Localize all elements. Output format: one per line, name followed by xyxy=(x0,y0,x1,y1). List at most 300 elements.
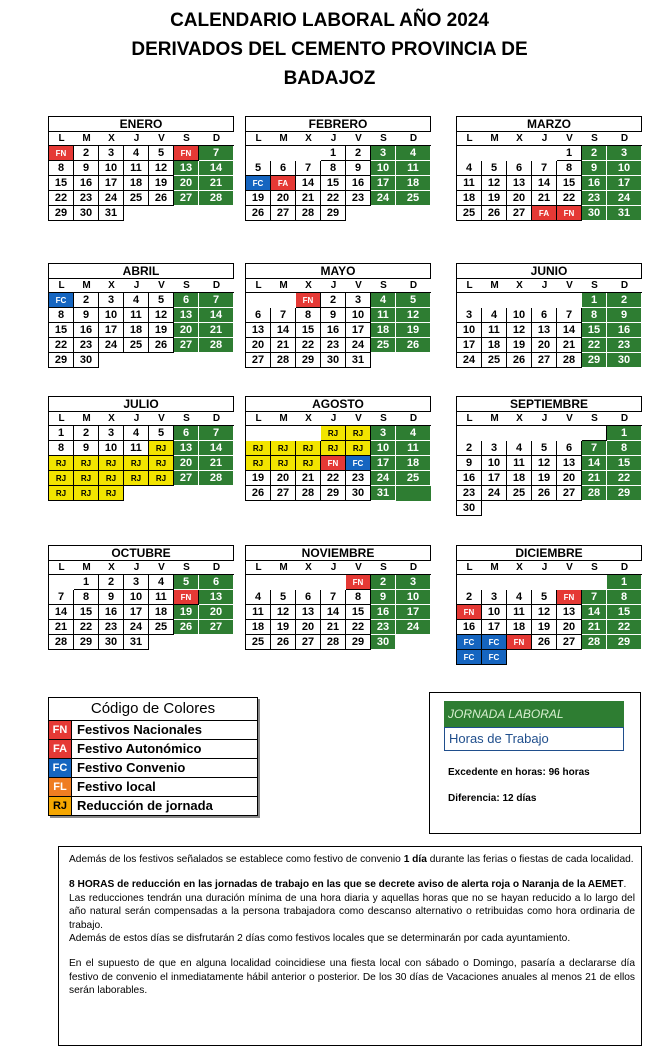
weekday-label: X xyxy=(305,562,312,573)
day-cell: 31 xyxy=(124,635,149,650)
weekday-label: L xyxy=(466,133,473,144)
empty-cell xyxy=(607,650,642,665)
empty-cell xyxy=(124,353,149,368)
day-cell: 17 xyxy=(124,605,149,620)
empty-cell xyxy=(149,206,174,221)
week-row xyxy=(246,323,431,338)
day-cell: 15 xyxy=(582,323,607,338)
day-cell: 21 xyxy=(532,191,557,206)
weekday-label: M xyxy=(82,133,91,144)
day-cell: 26 xyxy=(149,191,174,206)
week-row xyxy=(457,486,642,501)
day-cell: 26 xyxy=(174,620,199,635)
weekday-label: V xyxy=(158,413,165,424)
day-cell: 6 xyxy=(532,308,557,323)
day-cell: 13 xyxy=(174,308,199,323)
week-row xyxy=(457,206,642,221)
day-cell: 20 xyxy=(174,456,199,471)
weekday-label: X xyxy=(108,413,115,424)
day-cell: 15 xyxy=(296,323,321,338)
day-cell: 1 xyxy=(49,426,74,441)
weekday-label: S xyxy=(591,562,598,573)
diferencia-text: Diferencia: 12 días xyxy=(448,793,537,804)
empty-cell xyxy=(607,501,642,516)
day-cell: 5 xyxy=(149,293,174,308)
day-cell: 30 xyxy=(607,353,642,368)
day-cell: 26 xyxy=(482,206,507,221)
empty-cell xyxy=(296,426,321,441)
week-row xyxy=(246,146,431,161)
day-cell: 30 xyxy=(99,635,124,650)
empty-cell xyxy=(49,575,74,590)
day-cell: 18 xyxy=(124,323,149,338)
day-cell: 10 xyxy=(507,308,532,323)
month-name: ABRIL xyxy=(49,264,234,279)
day-cell: 7 xyxy=(532,161,557,176)
day-cell: 1 xyxy=(74,575,99,590)
day-cell: RJ xyxy=(296,456,321,471)
day-cell: 7 xyxy=(582,590,607,605)
month-junio xyxy=(456,263,642,368)
day-cell: 3 xyxy=(99,426,124,441)
weekday-label: X xyxy=(516,562,523,573)
weekday-label: L xyxy=(255,562,262,573)
day-cell: 28 xyxy=(199,471,234,486)
week-row xyxy=(49,471,234,486)
day-cell: 24 xyxy=(371,471,396,486)
day-cell: 22 xyxy=(582,338,607,353)
week-row xyxy=(457,426,642,441)
day-cell: RJ xyxy=(149,441,174,456)
day-cell: RJ xyxy=(49,486,74,501)
day-cell: 9 xyxy=(74,441,99,456)
day-cell: 22 xyxy=(607,620,642,635)
weekday-label: J xyxy=(330,280,337,291)
day-cell: 17 xyxy=(607,176,642,191)
day-cell: 17 xyxy=(482,620,507,635)
day-cell: 22 xyxy=(321,191,346,206)
weekday-label: J xyxy=(541,413,548,424)
day-cell: 6 xyxy=(296,590,321,605)
day-cell: 26 xyxy=(507,353,532,368)
day-cell: 20 xyxy=(271,191,296,206)
empty-cell xyxy=(507,426,532,441)
weekday-label: V xyxy=(566,413,573,424)
day-cell: 1 xyxy=(321,146,346,161)
empty-cell xyxy=(149,353,174,368)
day-cell: 4 xyxy=(507,441,532,456)
empty-cell xyxy=(532,426,557,441)
weekday-label: L xyxy=(58,133,65,144)
weekday-label: X xyxy=(108,133,115,144)
day-cell: 5 xyxy=(149,426,174,441)
day-cell: FC xyxy=(457,650,482,665)
day-cell: 6 xyxy=(557,441,582,456)
empty-cell xyxy=(482,575,507,590)
day-cell: FN xyxy=(174,146,199,161)
day-cell: 30 xyxy=(371,635,396,650)
weekday-label: X xyxy=(305,133,312,144)
day-cell: 27 xyxy=(557,486,582,501)
day-cell: 16 xyxy=(457,471,482,486)
day-cell: RJ xyxy=(99,486,124,501)
day-cell: 10 xyxy=(124,590,149,605)
weekday-label: V xyxy=(355,562,362,573)
day-cell: 18 xyxy=(507,620,532,635)
week-row xyxy=(457,338,642,353)
day-cell: 27 xyxy=(246,353,271,368)
empty-cell xyxy=(199,635,234,650)
day-cell: 19 xyxy=(507,338,532,353)
day-cell: 2 xyxy=(371,575,396,590)
weekday-label: L xyxy=(58,280,65,291)
day-cell: 24 xyxy=(371,191,396,206)
day-cell: 22 xyxy=(296,338,321,353)
month-octubre xyxy=(48,545,234,650)
day-cell: 25 xyxy=(124,338,149,353)
week-row xyxy=(49,426,234,441)
day-cell: 11 xyxy=(124,441,149,456)
week-row xyxy=(457,293,642,308)
day-cell: 14 xyxy=(199,308,234,323)
day-cell: 30 xyxy=(582,206,607,221)
weekday-label: V xyxy=(566,133,573,144)
day-cell: 20 xyxy=(507,191,532,206)
weekday-label: S xyxy=(183,413,190,424)
day-cell: 18 xyxy=(396,176,431,191)
weekday-label: X xyxy=(516,413,523,424)
week-row xyxy=(49,176,234,191)
empty-cell xyxy=(346,206,371,221)
week-row xyxy=(457,620,642,635)
day-cell: 27 xyxy=(174,338,199,353)
day-cell: 10 xyxy=(99,308,124,323)
week-row xyxy=(457,635,642,650)
day-cell: 9 xyxy=(582,161,607,176)
empty-cell xyxy=(482,426,507,441)
weekday-label: M xyxy=(279,562,288,573)
month-name: DICIEMBRE xyxy=(457,546,642,561)
empty-cell xyxy=(246,575,271,590)
month-name: MAYO xyxy=(246,264,431,279)
month-enero xyxy=(48,116,234,221)
day-cell: 20 xyxy=(532,338,557,353)
month-name: ENERO xyxy=(49,117,234,132)
empty-cell xyxy=(532,501,557,516)
day-cell: 30 xyxy=(346,486,371,501)
day-cell: 4 xyxy=(396,146,431,161)
week-row xyxy=(246,308,431,323)
weekday-label: J xyxy=(541,133,548,144)
empty-cell xyxy=(482,293,507,308)
day-cell: 19 xyxy=(482,191,507,206)
day-cell: 19 xyxy=(149,323,174,338)
day-cell: 7 xyxy=(199,146,234,161)
week-row xyxy=(49,575,234,590)
weekday-label: J xyxy=(133,280,140,291)
day-cell: 5 xyxy=(149,146,174,161)
legend-item-rj xyxy=(49,797,257,815)
day-cell: 25 xyxy=(124,191,149,206)
day-cell: 29 xyxy=(49,206,74,221)
day-cell: 22 xyxy=(74,620,99,635)
day-cell: 23 xyxy=(371,620,396,635)
empty-cell xyxy=(124,486,149,501)
title-line-3: BADAJOZ xyxy=(283,68,376,89)
weekday-label: D xyxy=(212,133,221,144)
day-cell: RJ xyxy=(271,441,296,456)
day-cell: 4 xyxy=(457,161,482,176)
day-cell: 15 xyxy=(557,176,582,191)
day-cell: 5 xyxy=(396,293,431,308)
weekday-label: V xyxy=(158,133,165,144)
weekday-label: D xyxy=(409,133,418,144)
day-cell: 11 xyxy=(124,308,149,323)
day-cell: 1 xyxy=(582,293,607,308)
weekday-header xyxy=(457,561,642,575)
weekday-label: M xyxy=(490,133,499,144)
day-cell: 12 xyxy=(396,308,431,323)
weekday-label: J xyxy=(133,413,140,424)
day-cell: FN xyxy=(557,206,582,221)
day-cell: 8 xyxy=(582,308,607,323)
week-row xyxy=(246,206,431,221)
week-row xyxy=(49,323,234,338)
legend-item-fc xyxy=(49,759,257,778)
note-1-bold: 1 día xyxy=(403,854,427,865)
empty-cell xyxy=(174,353,199,368)
week-row xyxy=(457,650,642,665)
weekday-label: S xyxy=(183,133,190,144)
day-cell: 3 xyxy=(371,426,396,441)
week-row xyxy=(246,605,431,620)
day-cell: 19 xyxy=(532,620,557,635)
excedente-text: Excedente en horas: 96 horas xyxy=(448,767,590,778)
day-cell: 28 xyxy=(199,191,234,206)
day-cell: 7 xyxy=(199,426,234,441)
day-cell: 18 xyxy=(482,338,507,353)
day-cell: RJ xyxy=(124,456,149,471)
day-cell: 16 xyxy=(346,176,371,191)
day-cell: 28 xyxy=(271,353,296,368)
legend-code: RJ xyxy=(49,797,72,815)
empty-cell xyxy=(557,293,582,308)
week-row xyxy=(246,161,431,176)
weekday-header xyxy=(246,412,431,426)
day-cell: 24 xyxy=(99,191,124,206)
empty-cell xyxy=(507,650,532,665)
day-cell: RJ xyxy=(346,441,371,456)
day-cell: 28 xyxy=(321,635,346,650)
day-cell: 7 xyxy=(582,441,607,456)
day-cell: 22 xyxy=(49,191,74,206)
month-mayo xyxy=(245,263,431,368)
week-row xyxy=(49,308,234,323)
empty-cell xyxy=(532,575,557,590)
day-cell: 21 xyxy=(199,323,234,338)
day-cell: 29 xyxy=(296,353,321,368)
week-row xyxy=(457,161,642,176)
weekday-label: M xyxy=(82,413,91,424)
day-cell: 7 xyxy=(49,590,74,605)
empty-cell xyxy=(174,206,199,221)
day-cell: FA xyxy=(271,176,296,191)
day-cell: 8 xyxy=(296,308,321,323)
empty-cell xyxy=(396,206,431,221)
day-cell: 25 xyxy=(371,338,396,353)
empty-cell xyxy=(246,293,271,308)
empty-cell xyxy=(371,353,396,368)
day-cell: 3 xyxy=(457,308,482,323)
day-cell: 28 xyxy=(582,486,607,501)
day-cell: 2 xyxy=(457,441,482,456)
legend-code: FN xyxy=(49,721,72,739)
day-cell: 14 xyxy=(582,456,607,471)
day-cell: 8 xyxy=(557,161,582,176)
day-cell: 27 xyxy=(271,486,296,501)
day-cell: 16 xyxy=(582,176,607,191)
day-cell: 21 xyxy=(199,456,234,471)
day-cell: 31 xyxy=(346,353,371,368)
day-cell: 1 xyxy=(607,575,642,590)
day-cell: 8 xyxy=(607,590,642,605)
day-cell: RJ xyxy=(74,471,99,486)
day-cell: 10 xyxy=(99,161,124,176)
day-cell: 19 xyxy=(246,471,271,486)
month-noviembre xyxy=(245,545,431,650)
empty-cell xyxy=(296,575,321,590)
empty-cell xyxy=(507,293,532,308)
day-cell: 24 xyxy=(396,620,431,635)
empty-cell xyxy=(149,486,174,501)
weekday-header xyxy=(49,132,234,146)
day-cell: 11 xyxy=(124,161,149,176)
day-cell: 15 xyxy=(321,176,346,191)
day-cell: 13 xyxy=(174,161,199,176)
weekday-label: V xyxy=(158,562,165,573)
day-cell: 12 xyxy=(149,308,174,323)
day-cell: 12 xyxy=(507,323,532,338)
empty-cell xyxy=(557,575,582,590)
day-cell: 10 xyxy=(99,441,124,456)
day-cell: 4 xyxy=(124,426,149,441)
day-cell: 9 xyxy=(346,161,371,176)
day-cell: 24 xyxy=(607,191,642,206)
weekday-label: J xyxy=(330,413,337,424)
day-cell: RJ xyxy=(99,471,124,486)
weekday-label: D xyxy=(620,133,629,144)
week-row xyxy=(246,620,431,635)
day-cell: 14 xyxy=(557,323,582,338)
day-cell: 6 xyxy=(174,293,199,308)
day-cell: 8 xyxy=(49,441,74,456)
day-cell: RJ xyxy=(99,456,124,471)
empty-cell xyxy=(199,353,234,368)
day-cell: 5 xyxy=(532,590,557,605)
day-cell: FN xyxy=(557,590,582,605)
page-title xyxy=(0,6,659,93)
day-cell: 16 xyxy=(321,323,346,338)
week-row xyxy=(49,353,234,368)
empty-cell xyxy=(557,501,582,516)
note-5: En el supuesto de que en alguna localidad coincidiese una fiesta local con sábado o Domingo, pasaría a declararse día festivo de convenio el inmediatamente hábil anterior o posterior. De los 30 días de Vacaciones anuales al menos 21 de ellos serán laborables. xyxy=(69,958,635,997)
week-row xyxy=(49,191,234,206)
day-cell: 28 xyxy=(557,353,582,368)
weekday-label: X xyxy=(516,280,523,291)
day-cell: 25 xyxy=(246,635,271,650)
day-cell: 22 xyxy=(607,471,642,486)
week-row xyxy=(49,161,234,176)
day-cell: 17 xyxy=(99,323,124,338)
day-cell: 26 xyxy=(271,635,296,650)
day-cell: 24 xyxy=(482,486,507,501)
day-cell: 11 xyxy=(246,605,271,620)
weekday-label: S xyxy=(183,562,190,573)
weekday-label: L xyxy=(466,562,473,573)
week-row xyxy=(246,575,431,590)
day-cell: 21 xyxy=(557,338,582,353)
weekday-label: M xyxy=(490,562,499,573)
day-cell: 19 xyxy=(246,191,271,206)
day-cell: 17 xyxy=(371,456,396,471)
day-cell: 28 xyxy=(296,206,321,221)
weekday-label: X xyxy=(108,280,115,291)
day-cell: 29 xyxy=(346,635,371,650)
weekday-label: M xyxy=(490,413,499,424)
day-cell: 28 xyxy=(582,635,607,650)
day-cell: 7 xyxy=(199,293,234,308)
day-cell: 17 xyxy=(396,605,431,620)
day-cell: FN xyxy=(507,635,532,650)
day-cell: FC xyxy=(482,635,507,650)
empty-cell xyxy=(271,146,296,161)
day-cell: 23 xyxy=(582,191,607,206)
day-cell: 8 xyxy=(74,590,99,605)
day-cell: 26 xyxy=(246,206,271,221)
weekday-header xyxy=(49,412,234,426)
day-cell: 11 xyxy=(396,441,431,456)
day-cell: 13 xyxy=(174,441,199,456)
day-cell: FC xyxy=(246,176,271,191)
day-cell: 30 xyxy=(321,353,346,368)
weekday-header xyxy=(457,132,642,146)
day-cell: 13 xyxy=(557,456,582,471)
weekday-label: S xyxy=(591,280,598,291)
weekday-label: J xyxy=(541,562,548,573)
day-cell: 1 xyxy=(607,426,642,441)
day-cell: 21 xyxy=(49,620,74,635)
day-cell: 15 xyxy=(49,176,74,191)
week-row xyxy=(49,590,234,605)
day-cell: 14 xyxy=(199,161,234,176)
week-row xyxy=(49,620,234,635)
day-cell: 29 xyxy=(49,353,74,368)
day-cell: 14 xyxy=(582,605,607,620)
empty-cell xyxy=(557,650,582,665)
week-row xyxy=(457,191,642,206)
day-cell: RJ xyxy=(346,426,371,441)
day-cell: 4 xyxy=(482,308,507,323)
day-cell: 14 xyxy=(49,605,74,620)
day-cell: 29 xyxy=(321,206,346,221)
day-cell: 17 xyxy=(482,471,507,486)
empty-cell xyxy=(271,575,296,590)
empty-cell xyxy=(99,353,124,368)
week-row xyxy=(49,206,234,221)
day-cell: 14 xyxy=(532,176,557,191)
weekday-label: L xyxy=(466,280,473,291)
month-name: FEBRERO xyxy=(246,117,431,132)
